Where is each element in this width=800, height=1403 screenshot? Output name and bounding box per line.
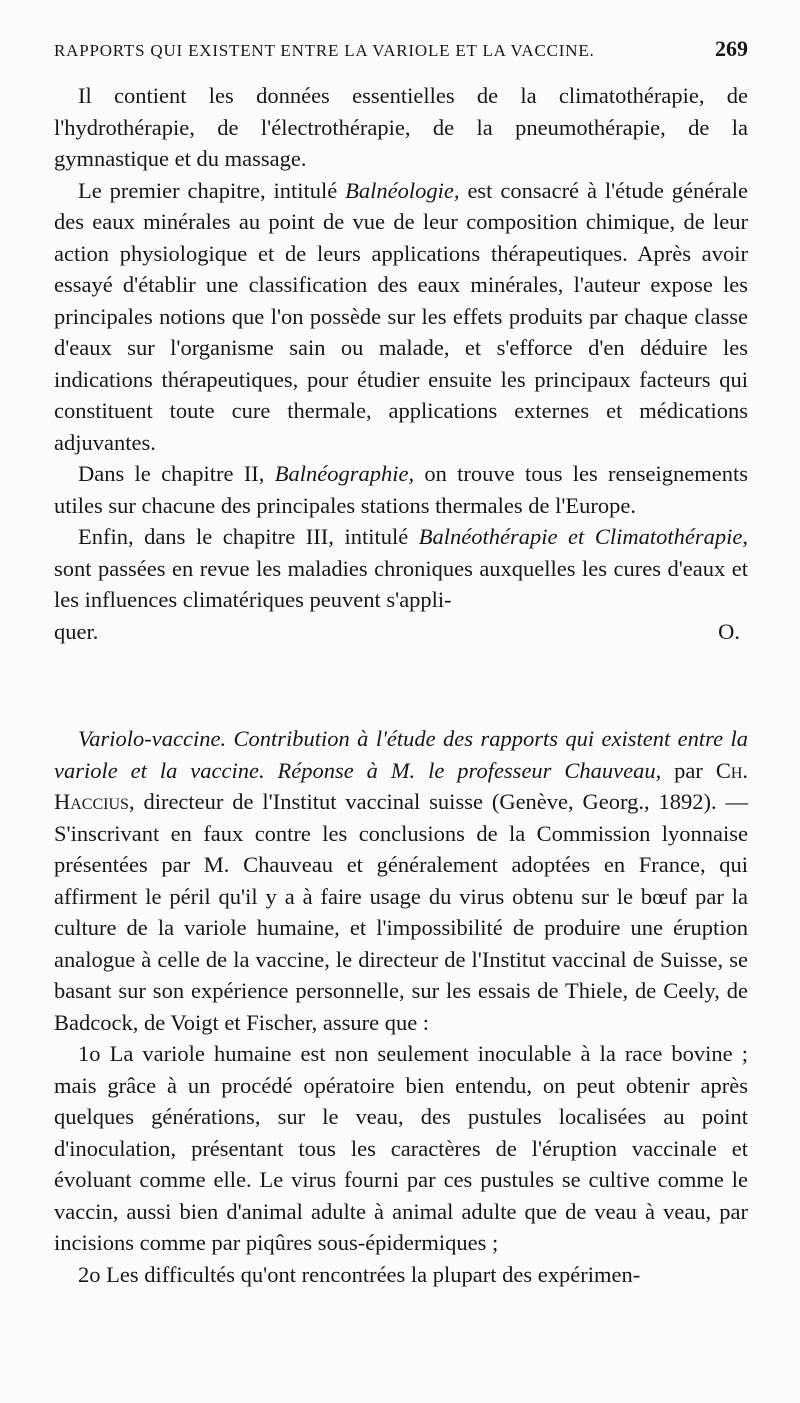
running-title: RAPPORTS QUI EXISTENT ENTRE LA VARIOLE ET LA VACCINE. — [54, 41, 595, 60]
text-run: Dans le chapitre II, — [78, 461, 275, 486]
review1-paragraph-2 — [54, 175, 748, 459]
closing-word: quer. — [54, 618, 99, 644]
review1-closing-line — [54, 616, 748, 648]
author-initial: Ch. — [715, 757, 748, 783]
section-spacer — [54, 647, 748, 723]
author-name: Haccius — [54, 789, 129, 814]
review1-paragraph-4 — [54, 521, 748, 616]
review2-paragraph-1 — [54, 723, 748, 1038]
reviewer-signature: O. — [718, 618, 740, 644]
text-run: par — [661, 757, 716, 783]
running-header — [54, 36, 748, 62]
book-section-title: Balnéographie, — [274, 461, 415, 486]
review-title: Variolo-vaccine. Contribution à l'étude des rapports qui existent entre la variole et la vaccine. Réponse à M. le professeur Chauveau, — [54, 726, 748, 783]
text-run: Le premier chapitre, intitulé — [78, 177, 346, 203]
book-section-title: Balnéologie, — [345, 177, 460, 203]
book-section-title: Balnéothérapie et Climatothérapie, — [418, 524, 748, 549]
text-run: on trouve tous les renseignements utiles sur chacune des principales stations thermales de l'Europe. — [54, 461, 749, 518]
review2-item-1: 1o La variole humaine est non seulement inoculable à la race bovine ; mais grâce à un procédé opératoire bien entendu, on peut obtenir après quelques générations, sur le veau, des pustules localisées au point d'inoculation, présentant tous les caractères de l'éruption vaccinale et évoluant comme elle. Le virus fourni par ces pustules se cultive comme le vaccin, aussi bien d'animal adulte à animal adulte que de veau à veau, par incisions comme par piqûres sous-épidermiques ; — [54, 1041, 748, 1255]
text-run: , directeur de l'Institut vaccinal suisse (Genève, Georg., 1892). — S'inscrivant en faux contre les conclusions de la Commission lyonnaise présentées par M. Chauveau et généralement adoptées en France, qui affirment le péril qu'il y a à faire usage du virus obtenu sur le bœuf par la culture de la variole humaine, et l'impossibilité de produire une éruption analogue à celle de la vaccine, le directeur de l'Institut vaccinal de Suisse, se basant sur son expérience personnelle, sur les essais de Thiele, de Ceely, de Badcock, de Voigt et Fischer, assure que : — [54, 789, 748, 1035]
review2-item-2: 2o Les difficultés qu'ont rencontrées la plupart des expérimen- — [78, 1261, 641, 1287]
review1-paragraph-3 — [54, 458, 748, 521]
text-run: Enfin, dans le chapitre III, intitulé — [78, 524, 419, 549]
page-number: 269 — [715, 36, 748, 61]
review1-paragraph-1: Il contient les données essentielles de la climatothérapie, de l'hydrothérapie, de l'électrothérapie, de la pneumothérapie, de la gymnastique et du massage. — [54, 83, 748, 171]
text-run: est consacré à l'étude générale des eaux minérales au point de vue de leur composition chimique, de leur action physiologique et de leurs applications thérapeutiques. Après avoir essayé d'établir une classification des eaux minérales, l'auteur expose les principales notions que l'on possède sur les effets produits par chaque classe d'eaux sur l'organisme sain ou malade, et s'efforce d'en déduire les indications thérapeutiques, pour étudier ensuite les principaux facteurs qui constituent toute cure thermale, applications externes et médications adjuvantes. — [54, 177, 748, 455]
text-run: sont passées en revue les maladies chroniques auxquelles les cures d'eaux et les influences climatériques peuvent s'appli- — [54, 555, 748, 612]
